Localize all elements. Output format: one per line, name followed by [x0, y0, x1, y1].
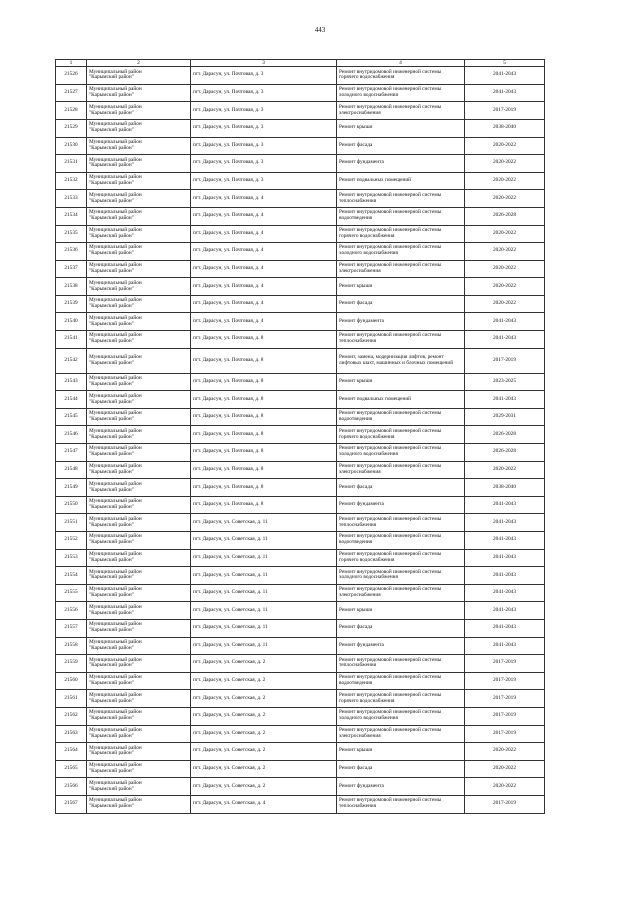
address-cell: пгт. Дарасун, ул. Почтовая, д. 3: [191, 67, 337, 85]
period-cell: 2020-2022: [465, 278, 545, 296]
row-number: 21560: [56, 672, 87, 690]
work-type-cell: Ремонт внутридомовой инженерной системы водоотведения: [337, 408, 465, 426]
row-number: 21530: [56, 137, 87, 155]
work-type-cell: Ремонт фундамента: [337, 778, 465, 796]
row-number: 21565: [56, 760, 87, 778]
work-type-cell: Ремонт внутридомовой инженерной системы водоотведения: [337, 532, 465, 550]
address-cell: пгт. Дарасун, ул. Советская, д. 11: [191, 584, 337, 602]
table-row: [56, 331, 545, 349]
period-cell: 2017-2019: [465, 690, 545, 708]
work-type-cell: Ремонт внутридомовой инженерной системы холодного водоснабжения: [337, 707, 465, 725]
address-cell: пгт. Дарасун, ул. Почтовая, д. 3: [191, 84, 337, 102]
table-row: [56, 725, 545, 743]
row-number: 21535: [56, 225, 87, 243]
period-cell: 2041-2043: [465, 67, 545, 85]
work-type-cell: Ремонт внутридомовой инженерной системы теплоснабжения: [337, 795, 465, 813]
municipality-cell: Муниципальный район "Карымский район": [87, 444, 191, 462]
work-type-cell: Ремонт внутридомовой инженерной системы горячего водоснабжения: [337, 549, 465, 567]
table-row: [56, 408, 545, 426]
address-cell: пгт. Дарасун, ул. Почтовая, д. 4: [191, 295, 337, 313]
work-type-cell: Ремонт подвальных помещений: [337, 172, 465, 190]
table-row: [56, 243, 545, 261]
period-cell: 2026-2028: [465, 207, 545, 225]
table-row: [56, 567, 545, 585]
address-cell: пгт. Дарасун, ул. Советская, д. 2: [191, 655, 337, 673]
table-row: [56, 496, 545, 514]
table-row: [56, 532, 545, 550]
row-number: 21537: [56, 260, 87, 278]
table-row: [56, 295, 545, 313]
municipality-cell: Муниципальный район "Карымский район": [87, 331, 191, 349]
work-type-cell: Ремонт внутридомовой инженерной системы теплоснабжения: [337, 655, 465, 673]
period-cell: 2020-2022: [465, 172, 545, 190]
period-cell: 2020-2022: [465, 190, 545, 208]
work-type-cell: Ремонт крыши: [337, 278, 465, 296]
address-cell: пгт. Дарасун, ул. Почтовая, д. 3: [191, 119, 337, 137]
municipality-cell: Муниципальный район "Карымский район": [87, 207, 191, 225]
row-number: 21564: [56, 743, 87, 761]
table-row: [56, 172, 545, 190]
municipality-cell: Муниципальный район "Карымский район": [87, 461, 191, 479]
work-type-cell: Ремонт фасада: [337, 137, 465, 155]
table-row: [56, 102, 545, 120]
municipality-cell: Муниципальный район "Карымский район": [87, 602, 191, 620]
work-type-cell: Ремонт фундамента: [337, 155, 465, 173]
work-type-cell: Ремонт внутридомовой инженерной системы холодного водоснабжения: [337, 243, 465, 261]
municipality-cell: Муниципальный район "Карымский район": [87, 760, 191, 778]
row-number: 21528: [56, 102, 87, 120]
column-header: 5: [465, 60, 545, 67]
table-row: [56, 760, 545, 778]
row-number: 21539: [56, 295, 87, 313]
address-cell: пгт. Дарасун, ул. Почтовая, д. 8: [191, 408, 337, 426]
work-type-cell: Ремонт фасада: [337, 760, 465, 778]
municipality-cell: Муниципальный район "Карымский район": [87, 707, 191, 725]
table-body: [56, 67, 545, 813]
work-type-cell: Ремонт внутридомовой инженерной системы горячего водоснабжения: [337, 67, 465, 85]
municipality-cell: Муниципальный район "Карымский район": [87, 549, 191, 567]
table-row: [56, 637, 545, 655]
row-number: 21555: [56, 584, 87, 602]
address-cell: пгт. Дарасун, ул. Почтовая, д. 4: [191, 278, 337, 296]
row-number: 21554: [56, 567, 87, 585]
municipality-cell: Муниципальный район "Карымский район": [87, 725, 191, 743]
row-number: 21552: [56, 532, 87, 550]
period-cell: 2041-2043: [465, 584, 545, 602]
table-row: [56, 137, 545, 155]
address-cell: пгт. Дарасун, ул. Советская, д. 2: [191, 778, 337, 796]
column-header: 3: [191, 60, 337, 67]
municipality-cell: Муниципальный район "Карымский район": [87, 619, 191, 637]
row-number: 21546: [56, 426, 87, 444]
municipality-cell: Муниципальный район "Карымский район": [87, 313, 191, 331]
municipality-cell: Муниципальный район "Карымский район": [87, 84, 191, 102]
row-number: 21540: [56, 313, 87, 331]
address-cell: пгт. Дарасун, ул. Почтовая, д. 8: [191, 426, 337, 444]
period-cell: 2038-2040: [465, 479, 545, 497]
row-number: 21534: [56, 207, 87, 225]
address-cell: пгт. Дарасун, ул. Советская, д. 11: [191, 514, 337, 532]
column-header: 2: [87, 60, 191, 67]
table-row: [56, 795, 545, 813]
work-type-cell: Ремонт фундамента: [337, 637, 465, 655]
table-row: [56, 278, 545, 296]
work-type-cell: Ремонт внутридомовой инженерной системы холодного водоснабжения: [337, 444, 465, 462]
column-header: 4: [337, 60, 465, 67]
address-cell: пгт. Дарасун, ул. Почтовая, д. 3: [191, 172, 337, 190]
row-number: 21563: [56, 725, 87, 743]
row-number: 21536: [56, 243, 87, 261]
period-cell: 2017-2019: [465, 348, 545, 373]
work-type-cell: Ремонт внутридомовой инженерной системы водоотведения: [337, 672, 465, 690]
header-row: [56, 60, 545, 67]
work-type-cell: Ремонт фасада: [337, 295, 465, 313]
address-cell: пгт. Дарасун, ул. Почтовая, д. 4: [191, 313, 337, 331]
row-number: 21527: [56, 84, 87, 102]
work-type-cell: Ремонт, замена, модернизация лифтов, ремонт лифтовых шахт, машинных и блочных помещений: [337, 348, 465, 373]
municipality-cell: Муниципальный район "Карымский район": [87, 408, 191, 426]
period-cell: 2017-2019: [465, 795, 545, 813]
repair-schedule-table: [55, 59, 545, 814]
municipality-cell: Муниципальный район "Карымский район": [87, 348, 191, 373]
period-cell: 2020-2022: [465, 461, 545, 479]
address-cell: пгт. Дарасун, ул. Почтовая, д. 8: [191, 479, 337, 497]
table-row: [56, 119, 545, 137]
period-cell: 2017-2019: [465, 725, 545, 743]
address-cell: пгт. Дарасун, ул. Почтовая, д. 8: [191, 331, 337, 349]
table-row: [56, 690, 545, 708]
work-type-cell: Ремонт фундамента: [337, 313, 465, 331]
work-type-cell: Ремонт внутридомовой инженерной системы горячего водоснабжения: [337, 225, 465, 243]
municipality-cell: Муниципальный район "Карымский район": [87, 584, 191, 602]
address-cell: пгт. Дарасун, ул. Советская, д. 11: [191, 567, 337, 585]
period-cell: 2041-2043: [465, 514, 545, 532]
row-number: 21557: [56, 619, 87, 637]
period-cell: 2020-2022: [465, 778, 545, 796]
period-cell: 2020-2022: [465, 155, 545, 173]
municipality-cell: Муниципальный район "Карымский район": [87, 172, 191, 190]
table-row: [56, 707, 545, 725]
municipality-cell: Муниципальный район "Карымский район": [87, 373, 191, 391]
period-cell: 2020-2022: [465, 243, 545, 261]
municipality-cell: Муниципальный район "Карымский район": [87, 672, 191, 690]
work-type-cell: Ремонт внутридомовой инженерной системы электроснабжения: [337, 260, 465, 278]
work-type-cell: Ремонт внутридомовой инженерной системы электроснабжения: [337, 584, 465, 602]
period-cell: 2026-2028: [465, 444, 545, 462]
period-cell: 2041-2043: [465, 637, 545, 655]
municipality-cell: Муниципальный район "Карымский район": [87, 67, 191, 85]
municipality-cell: Муниципальный район "Карымский район": [87, 119, 191, 137]
table-row: [56, 461, 545, 479]
period-cell: 2017-2019: [465, 102, 545, 120]
address-cell: пгт. Дарасун, ул. Советская, д. 2: [191, 707, 337, 725]
work-type-cell: Ремонт крыши: [337, 119, 465, 137]
address-cell: пгт. Дарасун, ул. Советская, д. 2: [191, 672, 337, 690]
address-cell: пгт. Дарасун, ул. Почтовая, д. 3: [191, 155, 337, 173]
table-row: [56, 584, 545, 602]
municipality-cell: Муниципальный район "Карымский район": [87, 690, 191, 708]
period-cell: 2041-2043: [465, 496, 545, 514]
row-number: 21544: [56, 391, 87, 409]
municipality-cell: Муниципальный район "Карымский район": [87, 795, 191, 813]
table-row: [56, 619, 545, 637]
address-cell: пгт. Дарасун, ул. Почтовая, д. 4: [191, 225, 337, 243]
period-cell: 2041-2043: [465, 84, 545, 102]
work-type-cell: Ремонт внутридомовой инженерной системы электроснабжения: [337, 461, 465, 479]
work-type-cell: Ремонт внутридомовой инженерной системы холодного водоснабжения: [337, 567, 465, 585]
table-row: [56, 426, 545, 444]
period-cell: 2017-2019: [465, 707, 545, 725]
municipality-cell: Муниципальный район "Карымский район": [87, 137, 191, 155]
work-type-cell: Ремонт внутридомовой инженерной системы теплоснабжения: [337, 190, 465, 208]
work-type-cell: Ремонт крыши: [337, 743, 465, 761]
period-cell: 2017-2019: [465, 655, 545, 673]
table-row: [56, 155, 545, 173]
period-cell: 2041-2043: [465, 391, 545, 409]
municipality-cell: Муниципальный район "Карымский район": [87, 278, 191, 296]
work-type-cell: Ремонт фасада: [337, 619, 465, 637]
municipality-cell: Муниципальный район "Карымский район": [87, 295, 191, 313]
address-cell: пгт. Дарасун, ул. Советская, д. 2: [191, 690, 337, 708]
period-cell: 2017-2019: [465, 672, 545, 690]
table-row: [56, 549, 545, 567]
work-type-cell: Ремонт внутридомовой инженерной системы электроснабжения: [337, 725, 465, 743]
row-number: 21559: [56, 655, 87, 673]
municipality-cell: Муниципальный район "Карымский район": [87, 391, 191, 409]
row-number: 21553: [56, 549, 87, 567]
work-type-cell: Ремонт внутридомовой инженерной системы холодного водоснабжения: [337, 84, 465, 102]
address-cell: пгт. Дарасун, ул. Почтовая, д. 8: [191, 373, 337, 391]
address-cell: пгт. Дарасун, ул. Советская, д. 11: [191, 532, 337, 550]
work-type-cell: Ремонт внутридомовой инженерной системы водоотведения: [337, 207, 465, 225]
row-number: 21562: [56, 707, 87, 725]
address-cell: пгт. Дарасун, ул. Почтовая, д. 4: [191, 190, 337, 208]
row-number: 21529: [56, 119, 87, 137]
municipality-cell: Муниципальный район "Карымский район": [87, 532, 191, 550]
period-cell: 2020-2022: [465, 225, 545, 243]
municipality-cell: Муниципальный район "Карымский район": [87, 190, 191, 208]
address-cell: пгт. Дарасун, ул. Почтовая, д. 8: [191, 391, 337, 409]
address-cell: пгт. Дарасун, ул. Советская, д. 11: [191, 602, 337, 620]
municipality-cell: Муниципальный район "Карымский район": [87, 426, 191, 444]
row-number: 21538: [56, 278, 87, 296]
row-number: 21547: [56, 444, 87, 462]
address-cell: пгт. Дарасун, ул. Почтовая, д. 3: [191, 102, 337, 120]
period-cell: 2020-2022: [465, 137, 545, 155]
period-cell: 2020-2022: [465, 295, 545, 313]
row-number: 21541: [56, 331, 87, 349]
address-cell: пгт. Дарасун, ул. Почтовая, д. 8: [191, 496, 337, 514]
address-cell: пгт. Дарасун, ул. Почтовая, д. 8: [191, 461, 337, 479]
address-cell: пгт. Дарасун, ул. Советская, д. 11: [191, 549, 337, 567]
period-cell: 2038-2040: [465, 119, 545, 137]
municipality-cell: Муниципальный район "Карымский район": [87, 743, 191, 761]
work-type-cell: Ремонт крыши: [337, 373, 465, 391]
table-row: [56, 778, 545, 796]
address-cell: пгт. Дарасун, ул. Почтовая, д. 8: [191, 348, 337, 373]
address-cell: пгт. Дарасун, ул. Советская, д. 11: [191, 637, 337, 655]
period-cell: 2041-2043: [465, 619, 545, 637]
municipality-cell: Муниципальный район "Карымский район": [87, 225, 191, 243]
municipality-cell: Муниципальный район "Карымский район": [87, 155, 191, 173]
work-type-cell: Ремонт фундамента: [337, 496, 465, 514]
address-cell: пгт. Дарасун, ул. Почтовая, д. 4: [191, 243, 337, 261]
row-number: 21550: [56, 496, 87, 514]
table-row: [56, 190, 545, 208]
row-number: 21558: [56, 637, 87, 655]
municipality-cell: Муниципальный район "Карымский район": [87, 655, 191, 673]
row-number: 21548: [56, 461, 87, 479]
work-type-cell: Ремонт фасада: [337, 479, 465, 497]
municipality-cell: Муниципальный район "Карымский район": [87, 567, 191, 585]
table-row: [56, 743, 545, 761]
period-cell: 2041-2043: [465, 602, 545, 620]
work-type-cell: Ремонт внутридомовой инженерной системы теплоснабжения: [337, 331, 465, 349]
municipality-cell: Муниципальный район "Карымский район": [87, 102, 191, 120]
table-row: [56, 514, 545, 532]
table-row: [56, 225, 545, 243]
municipality-cell: Муниципальный район "Карымский район": [87, 479, 191, 497]
address-cell: пгт. Дарасун, ул. Почтовая, д. 4: [191, 260, 337, 278]
table-row: [56, 391, 545, 409]
row-number: 21561: [56, 690, 87, 708]
municipality-cell: Муниципальный район "Карымский район": [87, 637, 191, 655]
address-cell: пгт. Дарасун, ул. Советская, д. 2: [191, 743, 337, 761]
row-number: 21551: [56, 514, 87, 532]
period-cell: 2029-2031: [465, 408, 545, 426]
work-type-cell: Ремонт внутридомовой инженерной системы электроснабжения: [337, 102, 465, 120]
address-cell: пгт. Дарасун, ул. Почтовая, д. 3: [191, 137, 337, 155]
table-row: [56, 655, 545, 673]
work-type-cell: Ремонт крыши: [337, 602, 465, 620]
work-type-cell: Ремонт внутридомовой инженерной системы горячего водоснабжения: [337, 690, 465, 708]
row-number: 21526: [56, 67, 87, 85]
municipality-cell: Муниципальный район "Карымский район": [87, 778, 191, 796]
work-type-cell: Ремонт подвальных помещений: [337, 391, 465, 409]
work-type-cell: Ремонт внутридомовой инженерной системы теплоснабжения: [337, 514, 465, 532]
address-cell: пгт. Дарасун, ул. Советская, д. 4: [191, 795, 337, 813]
table-row: [56, 373, 545, 391]
row-number: 21549: [56, 479, 87, 497]
row-number: 21543: [56, 373, 87, 391]
row-number: 21533: [56, 190, 87, 208]
table-row: [56, 260, 545, 278]
address-cell: пгт. Дарасун, ул. Почтовая, д. 8: [191, 444, 337, 462]
period-cell: 2041-2043: [465, 331, 545, 349]
work-type-cell: Ремонт внутридомовой инженерной системы горячего водоснабжения: [337, 426, 465, 444]
row-number: 21542: [56, 348, 87, 373]
page-number: 443: [314, 26, 326, 34]
period-cell: 2020-2022: [465, 760, 545, 778]
table-row: [56, 313, 545, 331]
row-number: 21531: [56, 155, 87, 173]
table-row: [56, 479, 545, 497]
address-cell: пгт. Дарасун, ул. Советская, д. 2: [191, 760, 337, 778]
period-cell: 2041-2043: [465, 532, 545, 550]
table-row: [56, 348, 545, 373]
table-row: [56, 84, 545, 102]
address-cell: пгт. Дарасун, ул. Почтовая, д. 4: [191, 207, 337, 225]
period-cell: 2020-2022: [465, 260, 545, 278]
municipality-cell: Муниципальный район "Карымский район": [87, 260, 191, 278]
address-cell: пгт. Дарасун, ул. Советская, д. 11: [191, 619, 337, 637]
period-cell: 2020-2022: [465, 743, 545, 761]
period-cell: 2041-2043: [465, 549, 545, 567]
municipality-cell: Муниципальный район "Карымский район": [87, 496, 191, 514]
municipality-cell: Муниципальный район "Карымский район": [87, 514, 191, 532]
period-cell: 2026-2028: [465, 426, 545, 444]
period-cell: 2023-2025: [465, 373, 545, 391]
row-number: 21566: [56, 778, 87, 796]
row-number: 21567: [56, 795, 87, 813]
period-cell: 2041-2043: [465, 567, 545, 585]
row-number: 21532: [56, 172, 87, 190]
address-cell: пгт. Дарасун, ул. Советская, д. 2: [191, 725, 337, 743]
table-row: [56, 672, 545, 690]
row-number: 21545: [56, 408, 87, 426]
table-row: [56, 67, 545, 85]
table-row: [56, 444, 545, 462]
table-row: [56, 207, 545, 225]
municipality-cell: Муниципальный район "Карымский район": [87, 243, 191, 261]
table-row: [56, 602, 545, 620]
period-cell: 2041-2043: [465, 313, 545, 331]
column-header: 1: [56, 60, 87, 67]
row-number: 21556: [56, 602, 87, 620]
